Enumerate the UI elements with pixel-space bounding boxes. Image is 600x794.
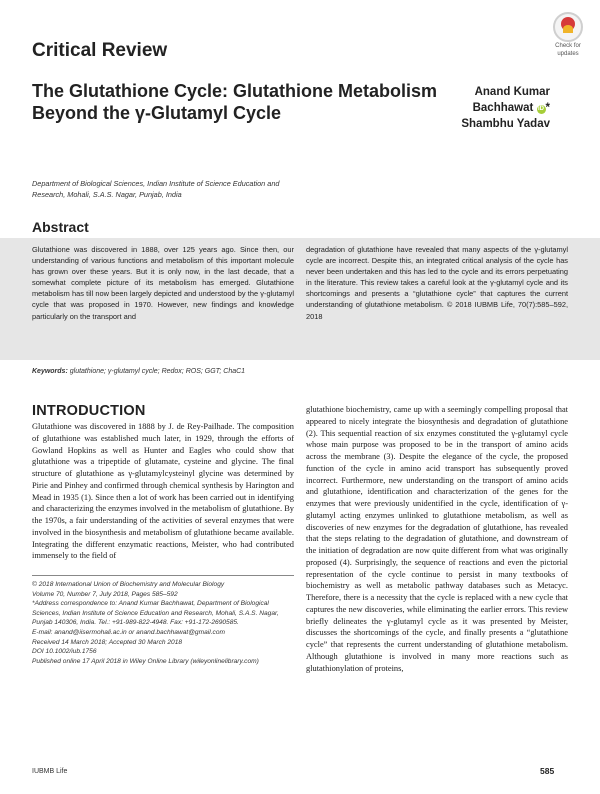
corresponding-mark: * bbox=[545, 102, 550, 114]
introduction-heading: INTRODUCTION bbox=[32, 403, 146, 419]
badge-line-1: Check for bbox=[555, 43, 581, 49]
abstract-citation: © 2018 IUBMB Life, 70(7):585–592, 2018 bbox=[306, 300, 568, 321]
intro-left-column: Glutathione was discovered in 1888 by J. de Rey-Pailhade. The composition of glutathione was established much later, in 1929, through the efforts of Gowland Hopkins as well as Hunter and Eagles who could show that glutathione was a tripeptide of glutamate, cysteine and glycine. The final structure of glutathione as γ-glutamylcysteinyl glycine was determined by Pirie and Pinhey and confirmed through chemical synthesis by Harington and Mead in 1935 (1). Since then a lot of work has been carried out in identifying and characterizing the enzymes involved in the metabolism of glutathione. By the 1970s, a fair understanding of the activities of several enzymes that were involved in the biosynthesis and metabolism of glutathione became available. Integrating the different enzymatic reactions, Meister, who had contributed immensely to the field of bbox=[32, 422, 294, 561]
author-1-last-line bbox=[440, 100, 550, 116]
footnote-copyright: © 2018 International Union of Biochemistry and Molecular Biology bbox=[32, 581, 225, 588]
orcid-icon[interactable]: iD bbox=[538, 106, 545, 112]
footnote-divider bbox=[32, 575, 294, 576]
author-2: Shambhu Yadav bbox=[461, 118, 550, 130]
crossmark-icon bbox=[553, 12, 583, 42]
footnote-doi[interactable]: DOI 10.1002/iub.1756 bbox=[32, 648, 97, 656]
check-for-updates-badge[interactable] bbox=[546, 12, 590, 60]
abstract-left-column: Glutathione was discovered in 1888, over 125 years ago. Since then, our understanding of various functions and metabolism of this important molecule has grown over these years. But it is only now, in the last decade, that a somewhat complete picture of its metabolism has emerged. Glutathione metabolism has till now been largely depicted and understood by the γ-glutamyl cycle that was proposed in 1970. However, new findings and knowledge particularly on the transport and bbox=[32, 245, 294, 321]
affiliation: Department of Biological Sciences, Indian Institute of Science Education and Research, Mohali, S.A.S. Nagar, Punjab, India bbox=[32, 179, 280, 199]
keywords-label: Keywords: bbox=[32, 368, 68, 375]
badge-line-2: updates bbox=[557, 51, 579, 57]
abstract-right-text: degradation of glutathione have revealed that many aspects of the γ-glutamyl cycle are incorrect. Despite this, an integrated critical analysis of the cycle has never been undertaken and this has led to the cycle and its errors perpetuating in the literature. This review takes a careful look at the γ-glutamyl cycle and its shortcomings and presents a “glutathione cycle” that captures the current understanding of glutathione metabolism. bbox=[306, 245, 568, 310]
footnote-email[interactable]: E-mail: anand@iisermohali.ac.in or anand.bachhawat@gmail.com bbox=[32, 628, 225, 636]
intro-right-column: glutathione biochemistry, came up with a seemingly compelling proposal that appeared to nicely integrate the biosynthesis and degradation of glutathione (2). This sequential reaction of six enzymes constituted the γ-glutamyl cycle whose main purpose was proposed to be in the transport of amino acids across the membrane (3). Despite the elegance of the cycle, the proposed function of the cycle in amino acid transport has subsequently proved incorrect. Furthermore, new understanding on the transport of amino acids and glutathione, identification and characterization of the genes for the enzymes that were previously unidentified in the cycle, identification of γ-glutamyl acting enzymes unlinked to glutathione metabolism, as well as discoveries of new enzymes for the degradation of glutathione, has revealed that the steps relating to the degradation of glutathione, and downstream of the initiation of degradation are now quite different from what was originally proposed (4). Surprisingly, the sequence of reactions and even the pictorial representation of the cycle continue to persist in many textbooks of biochemistry as well as metabolic pathway databases such as Metacyc. Therefore, there is a necessity that the cycle is replaced with a new cycle that captures the new discoveries, while eliminating the earlier errors. This review briefly delineates the γ-glutamyl cycle as it was presented by Meister, discusses the shortcomings of the cycle, and finally presents a “glutathione cycle” that represents the current understanding of glutathione metabolism. Although glutathione is involved in many more reactions such as glutathionylation of proteins, bbox=[306, 405, 568, 673]
page-number: 585 bbox=[540, 766, 555, 776]
keywords bbox=[32, 368, 245, 375]
abstract-heading: Abstract bbox=[32, 219, 89, 235]
footnote-published: Published online 17 April 2018 in Wiley Online Library (wileyonlinelibrary.com) bbox=[32, 657, 259, 665]
footer-journal: IUBMB Life bbox=[32, 768, 68, 775]
footnote-received: Received 14 March 2018; Accepted 30 March 2018 bbox=[32, 638, 183, 646]
author-1-first: Anand Kumar bbox=[474, 86, 550, 98]
footnote-correspondence: *Address correspondence to: Anand Kumar Bachhawat, Department of Biological Sciences, Indian Institute of Science Education and Research, Mohali, S.A.S. Nagar, Punjab 140306, India. Tel.: +91-989-822-4948. Fax: +91-172-2690585. bbox=[32, 600, 279, 627]
author-1-last: Bachhawat bbox=[472, 102, 534, 114]
article-title: The Glutathione Cycle: Glutathione Metabolism Beyond the γ-Glutamyl Cycle bbox=[32, 81, 438, 123]
section-label: Critical Review bbox=[32, 40, 168, 61]
author-list bbox=[440, 84, 550, 132]
abstract-right-column bbox=[306, 244, 568, 322]
footnote-volume: Volume 70, Number 7, July 2018, Pages 585–592 bbox=[32, 590, 178, 598]
keywords-text: glutathione; γ-glutamyl cycle; Redox; ROS; GGT; ChaC1 bbox=[69, 368, 246, 375]
footnotes bbox=[32, 580, 294, 666]
